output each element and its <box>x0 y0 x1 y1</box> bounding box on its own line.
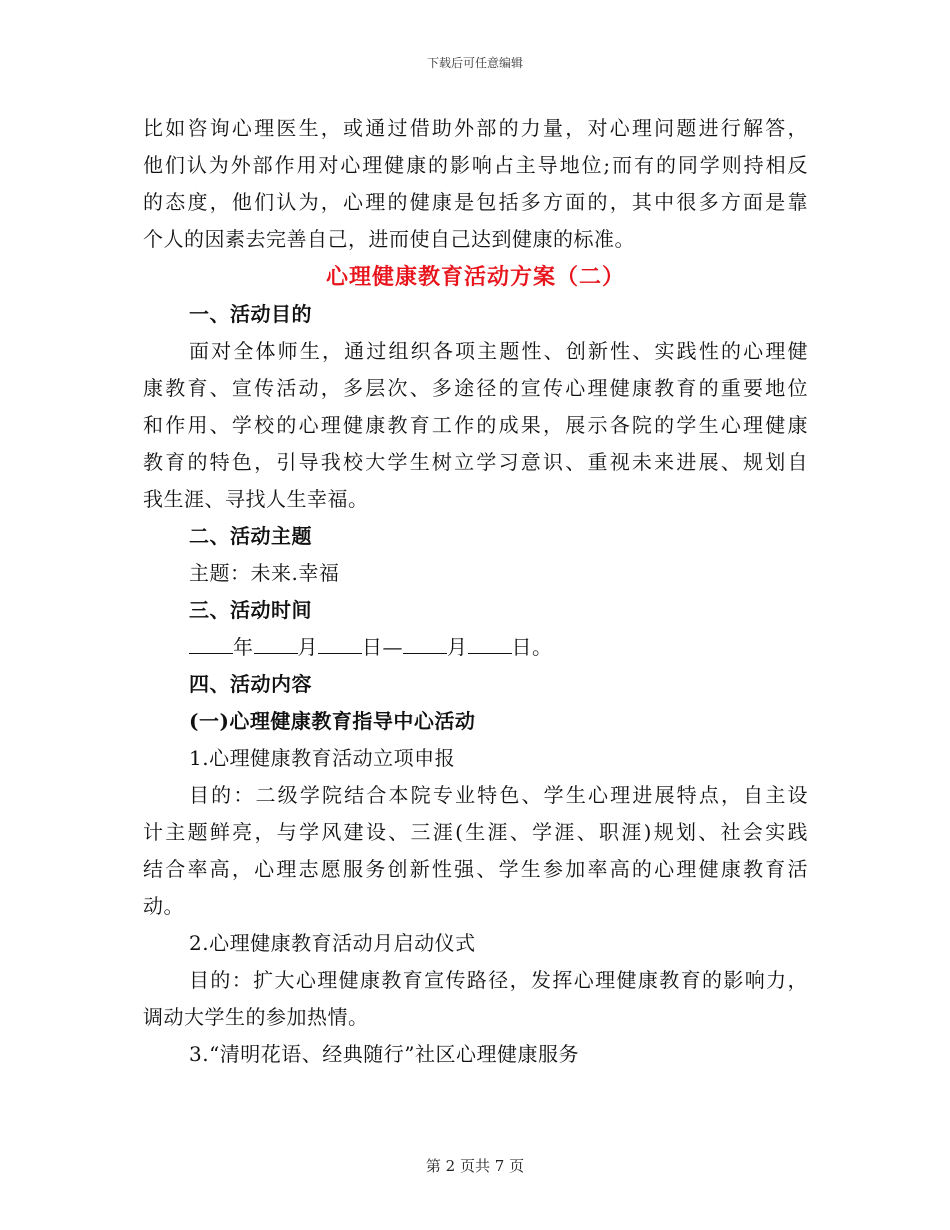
intro-line: 比如咨询心理医生，或通过借助外部的力量，对心理问题进行解答， <box>143 116 808 140</box>
blank-month-end <box>403 631 447 654</box>
intro-line: 的态度，他们认为，心理的健康是包括多方面的，其中很多方面是靠 <box>143 190 808 214</box>
item-title: 3.“清明花语、经典随行”社区心理健康服务 <box>189 1042 580 1066</box>
date-line <box>143 629 808 666</box>
paragraph-line: 目的：二级学院结合本院专业特色、学生心理进展特点，自主设 <box>189 783 808 807</box>
header-note: 下载后可任意编辑 <box>426 56 523 70</box>
item-title: 2.心理健康教育活动月启动仪式 <box>189 931 476 955</box>
blank-year <box>189 631 233 654</box>
paragraph-line: 我生涯、寻找人生幸福。 <box>143 487 369 511</box>
subsection-heading: (一)心理健康教育指导中心活动 <box>189 709 476 733</box>
paragraph-line: 动。 <box>143 894 184 918</box>
paragraph-line: 计主题鲜亮，与学风建设、三涯(生涯、学涯、职涯)规划、社会实践 <box>143 820 808 844</box>
date-month-end-label: 月 <box>447 635 468 659</box>
paragraph-line: 面对全体师生，通过组织各项主题性、创新性、实践性的心理健 <box>189 339 808 363</box>
theme-line: 主题：未来.幸福 <box>189 561 340 585</box>
section-heading: 二、活动主题 <box>189 524 312 548</box>
section-heading: 四、活动内容 <box>189 672 312 696</box>
paragraph-line: 结合率高，心理志愿服务创新性强、学生参加率高的心理健康教育活 <box>143 857 808 881</box>
paragraph-line: 调动大学生的参加热情。 <box>143 1005 369 1029</box>
intro-line: 他们认为外部作用对心理健康的影响占主导地位;而有的同学则持相反 <box>143 153 808 177</box>
blank-day-end <box>468 631 512 654</box>
section-heading: 三、活动时间 <box>189 598 312 622</box>
document-title: 心理健康教育活动方案（二） <box>325 264 625 290</box>
paragraph-line: 康教育、宣传活动，多层次、多途径的宣传心理健康教育的重要地位 <box>143 376 808 400</box>
item-title: 1.心理健康教育活动立项申报 <box>189 746 456 770</box>
paragraph-line: 目的：扩大心理健康教育宣传路径，发挥心理健康教育的影响力， <box>189 968 808 992</box>
document-body <box>143 110 808 1073</box>
blank-month <box>254 631 298 654</box>
paragraph-line: 和作用、学校的心理健康教育工作的成果，展示各院的学生心理健康 <box>143 413 808 437</box>
blank-day <box>318 631 362 654</box>
section-heading: 一、活动目的 <box>189 302 312 326</box>
page-number: 第 2 页共 7 页 <box>425 1157 525 1175</box>
date-day-label: 日— <box>362 635 403 659</box>
paragraph-line: 教育的特色，引导我校大学生树立学习意识、重视未来进展、规划自 <box>143 450 808 474</box>
date-day-end-label: 日。 <box>511 635 553 659</box>
date-year-label: 年 <box>233 635 254 659</box>
intro-line: 个人的因素去完善自己，进而使自己达到健康的标准。 <box>143 227 635 251</box>
date-month-label: 月 <box>297 635 318 659</box>
